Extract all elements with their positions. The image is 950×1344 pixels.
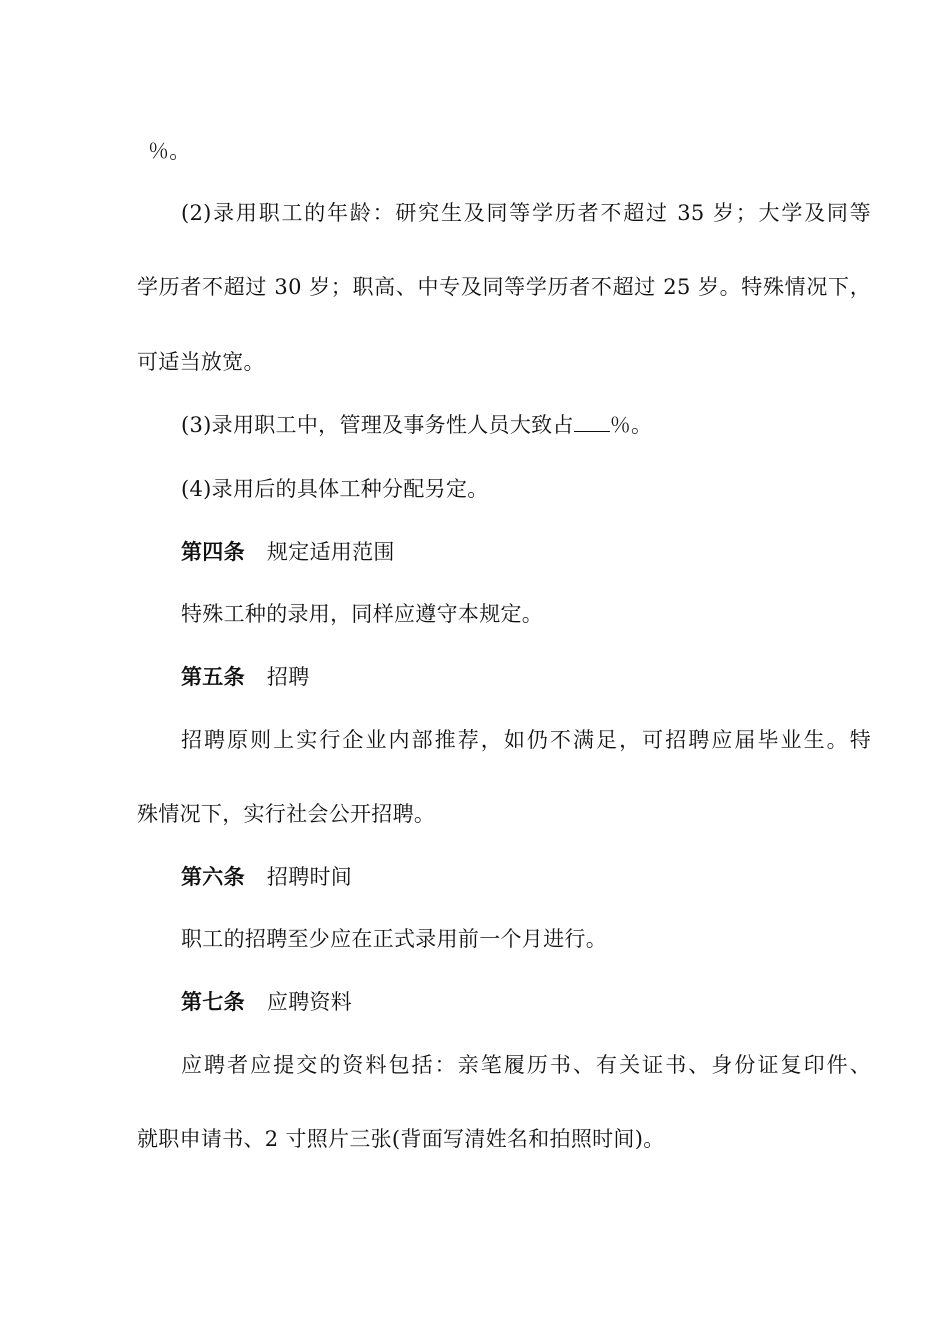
paragraph-age-line-1: (2)录用职工的年龄：研究生及同等学历者不超过 35 岁；大学及同等 [181, 201, 871, 225]
article-4-title: 规定适用范围 [266, 540, 395, 564]
article-6-heading [181, 862, 871, 892]
article-5-body-line-1: 招聘原则上实行企业内部推荐，如仍不满足，可招聘应届毕业生。特 [181, 728, 871, 752]
article-7-heading [181, 987, 871, 1017]
article-4-number: 第四条 [181, 540, 245, 564]
article-7-number: 第七条 [181, 990, 245, 1014]
article-4-body: 特殊工种的录用，同样应遵守本规定。 [181, 602, 544, 626]
paragraph-age-line-2: 学历者不超过 30 岁；职高、中专及同等学历者不超过 25 岁。特殊情况下， [137, 275, 871, 299]
paragraph-age-line-3: 可适当放宽。 [137, 350, 265, 374]
article-6-title: 招聘时间 [266, 865, 353, 889]
staff-ratio-suffix: ％。 [609, 413, 653, 437]
percent-line: ％。 [148, 139, 191, 163]
article-5-number: 第五条 [181, 665, 245, 689]
staff-ratio-text: (3)录用职工中，管理及事务性人员大致占 [181, 413, 574, 437]
article-5-title: 招聘 [266, 665, 310, 689]
paragraph-job-assignment: (4)录用后的具体工种分配另定。 [181, 477, 489, 501]
article-4-heading [181, 537, 871, 567]
paragraph-staff-ratio [181, 410, 871, 440]
article-7-body-line-2: 就职申请书、2 寸照片三张(背面写清姓名和拍照时间)。 [137, 1127, 665, 1151]
article-7-title: 应聘资料 [266, 990, 353, 1014]
article-5-body-line-2: 殊情况下，实行社会公开招聘。 [137, 802, 436, 826]
article-6-body: 职工的招聘至少应在正式录用前一个月进行。 [181, 927, 607, 951]
fill-in-blank[interactable] [574, 411, 610, 432]
article-5-heading [181, 662, 871, 692]
article-6-number: 第六条 [181, 865, 245, 889]
article-7-body-line-1: 应聘者应提交的资料包括：亲笔履历书、有关证书、身份证复印件、 [181, 1053, 871, 1077]
